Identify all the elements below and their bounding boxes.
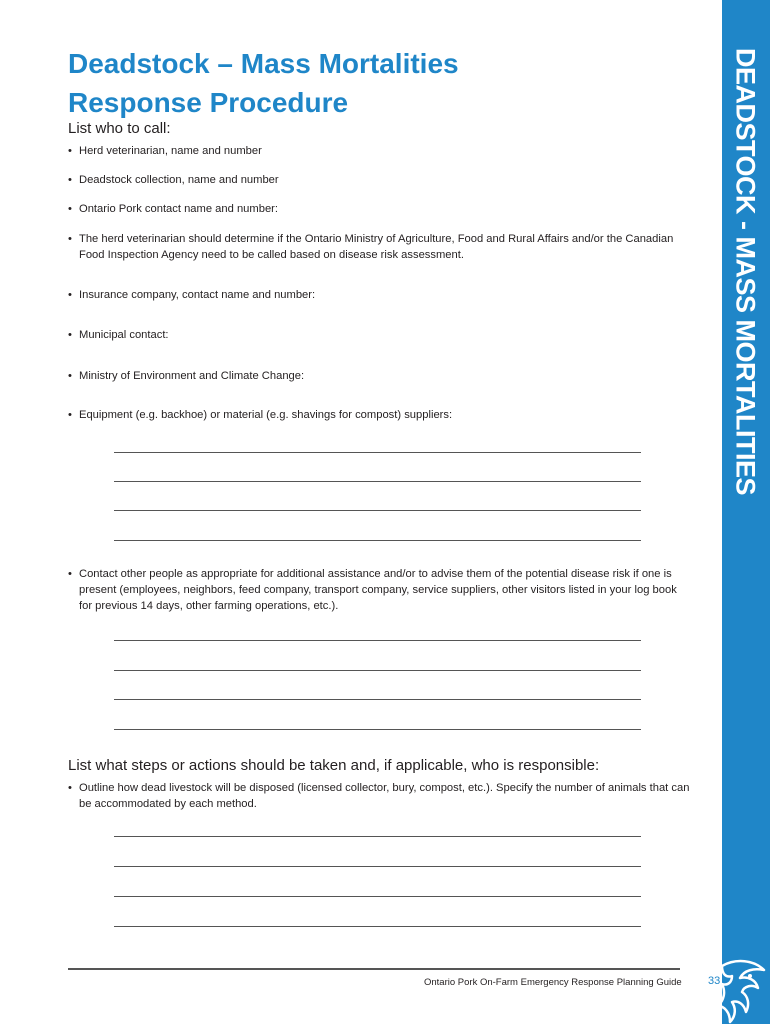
list-item-herd-veterinarian: [68, 143, 690, 159]
bullet-icon: •: [68, 145, 72, 157]
section-heading-who-to-call: List who to call:: [68, 120, 171, 137]
list-item-label: Ontario Pork contact name and number:: [79, 203, 278, 215]
list-item-contact-other-people: [68, 566, 690, 614]
fill-in-line[interactable]: [114, 640, 641, 641]
list-item-label: Equipment (e.g. backhoe) or material (e.g. shavings for compost) suppliers:: [79, 409, 453, 421]
page-title: [68, 44, 459, 122]
list-item-ministry-environment: [68, 368, 690, 384]
bullet-icon: •: [68, 782, 72, 794]
list-item-veterinarian-assessment: [68, 231, 690, 263]
page-title-line-2: Response Procedure: [68, 87, 349, 118]
list-item-insurance-company: [68, 287, 690, 303]
list-item-label: Herd veterinarian, name and number: [79, 145, 262, 157]
list-item-label: The herd veterinarian should determine if the Ontario Ministry of Agriculture, Food and Rural Affairs and/or the Canadian Food Inspection Agency need to be called based on disease risk assessment.: [79, 233, 674, 261]
list-item-equipment-suppliers: [68, 407, 690, 423]
bullet-icon: •: [68, 203, 72, 215]
page-title-line-1: Deadstock – Mass Mortalities: [68, 48, 459, 79]
bullet-icon: •: [68, 409, 72, 421]
list-item-municipal-contact: [68, 327, 690, 343]
list-item-label: Insurance company, contact name and number:: [79, 289, 316, 301]
fill-in-line[interactable]: [114, 670, 641, 671]
fill-in-line[interactable]: [114, 481, 641, 482]
bullet-icon: •: [68, 289, 72, 301]
list-item-disposal-outline: [68, 780, 690, 812]
bullet-icon: •: [68, 233, 72, 245]
list-item-label: Deadstock collection, name and number: [79, 174, 279, 186]
list-item-ontario-pork-contact: [68, 201, 690, 217]
fill-in-line[interactable]: [114, 699, 641, 700]
pig-logo-icon: [714, 956, 770, 1024]
side-tab-label: DEADSTOCK - MASS MORTALITIES: [730, 48, 761, 496]
fill-in-line[interactable]: [114, 836, 641, 837]
fill-in-line[interactable]: [114, 540, 641, 541]
list-item-label: Contact other people as appropriate for additional assistance and/or to advise them of the potential disease risk if one is present (employees, neighbors, feed company, transport company, service suppliers, other visitors listed in your log book for previous 14 days, other farming operations, etc.).: [79, 568, 677, 612]
fill-in-line[interactable]: [114, 926, 641, 927]
section-heading-steps-actions: List what steps or actions should be taken and, if applicable, who is responsible:: [68, 757, 600, 774]
bullet-icon: •: [68, 568, 72, 580]
bullet-icon: •: [68, 174, 72, 186]
fill-in-line[interactable]: [114, 452, 641, 453]
fill-in-line[interactable]: [114, 866, 641, 867]
fill-in-line[interactable]: [114, 510, 641, 511]
list-item-label: Municipal contact:: [79, 329, 169, 341]
list-item-deadstock-collection: [68, 172, 690, 188]
footer-guide-title: Ontario Pork On-Farm Emergency Response Planning Guide: [424, 977, 682, 988]
bullet-icon: •: [68, 370, 72, 382]
list-item-label: Outline how dead livestock will be disposed (licensed collector, bury, compost, etc.). Specify the number of animals that can be accommodated by each method.: [79, 782, 690, 810]
fill-in-line[interactable]: [114, 729, 641, 730]
bullet-icon: •: [68, 329, 72, 341]
page-number: 33: [708, 975, 721, 987]
fill-in-line[interactable]: [114, 896, 641, 897]
list-item-label: Ministry of Environment and Climate Change:: [79, 370, 305, 382]
footer-divider: [68, 968, 680, 970]
